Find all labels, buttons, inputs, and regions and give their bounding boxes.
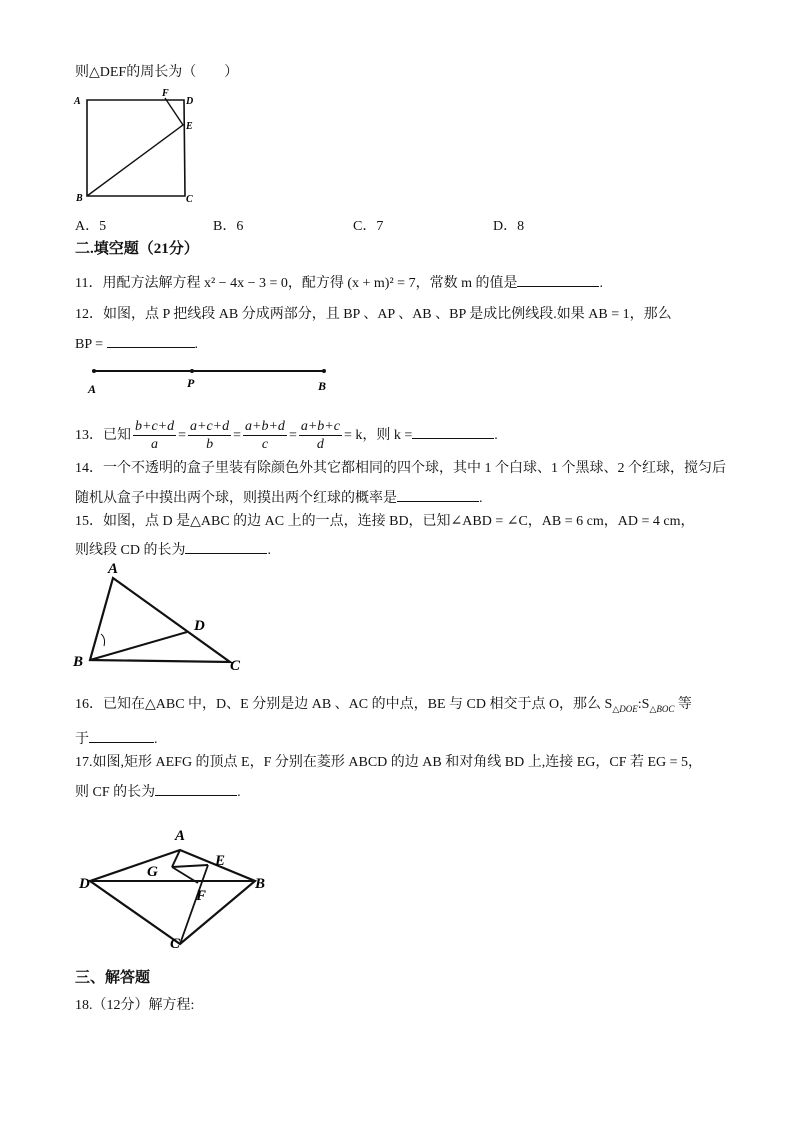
q16-answer-blank[interactable] (89, 728, 154, 743)
q11-text: 11．用配方法解方程 x² − 4x − 3 = 0，配方得 (x + m)² = 7，常数 m 的值是 (75, 276, 518, 291)
period: . (479, 491, 483, 506)
period: . (494, 428, 498, 443)
label-C: C (186, 194, 193, 205)
q10-stem: 则△DEF的周长为（ ） (75, 65, 239, 80)
label-B: B (255, 876, 266, 892)
period: . (267, 543, 271, 558)
option-a: A．5 (75, 219, 107, 234)
label-C: C (230, 658, 241, 674)
period: . (194, 337, 198, 352)
q14-line1: 14．一个不透明的盒子里装有除颜色外其它都相同的四个球，其中 1 个白球、1 个黑球、2 个红球，搅匀后 (75, 461, 726, 476)
label-C: C (170, 936, 181, 950)
fraction: $\frac{a+b+d}{c}$ (245, 419, 285, 453)
q12-figure-segment (80, 362, 340, 396)
section-2-title: 二.填空题（21分） (75, 241, 199, 257)
q17-figure-rhombus (75, 810, 275, 950)
label-F: F (196, 888, 207, 904)
label-A: A (88, 382, 97, 396)
q12-line1: 12．如图，点 P 把线段 AB 分成两部分，且 BP 、AP 、AB 、BP 是成比例线段.如果 AB = 1，那么 (75, 307, 672, 322)
label-G: G (147, 864, 158, 880)
label-D: D (194, 618, 205, 634)
q11 (75, 272, 603, 293)
label-E: E (186, 121, 193, 132)
q14-line2 (75, 487, 483, 508)
q12-answer-blank[interactable] (107, 333, 195, 348)
label-E: E (215, 853, 226, 869)
q13-prefix: 13．已知 (75, 428, 131, 443)
q12-line2 (75, 333, 198, 354)
q18: 18.（12分）解方程: (75, 998, 195, 1013)
q15-figure-triangle (70, 560, 250, 675)
q15-answer-blank[interactable] (185, 539, 267, 554)
label-B: B (76, 193, 83, 204)
q10-figure-square (72, 88, 202, 210)
q17-line2: 则 CF 的长为 . (75, 781, 241, 802)
q15-line2 (75, 539, 271, 560)
fraction: $\frac{a+c+d}{b}$ (190, 419, 230, 453)
q12-bp: BP = (75, 337, 103, 352)
section-3-title: 三、解答题 (75, 970, 151, 986)
q14-answer-blank[interactable] (397, 487, 479, 502)
label-D: D (79, 876, 90, 892)
fraction: $\frac{a+b+c}{d}$ (300, 419, 340, 453)
label-B: B (318, 379, 327, 393)
label-A: A (108, 561, 119, 577)
q14-text: 随机从盒子中摸出两个球，则摸出两个红球的概率是 (75, 491, 397, 506)
label-B: B (73, 654, 84, 670)
q13: 13．已知 $\frac{b+c+d}{a}$ = $\frac{a+c+d}{b}$ = $\frac{a+b+d}{c}$ = $\frac{a+b+c}{d}$ = k，则 k = . (75, 419, 498, 453)
q13-answer-blank[interactable] (412, 424, 494, 439)
q15-text: 则线段 CD 的长为 (75, 543, 186, 558)
label-F: F (162, 88, 169, 99)
q16-line2: 于 . (75, 728, 158, 749)
label-P: P (187, 376, 195, 390)
label-A: A (74, 96, 81, 107)
label-D: D (186, 96, 194, 107)
q11-answer-blank[interactable] (517, 272, 599, 287)
q13-suffix: = k，则 k = (343, 428, 413, 443)
option-c: C．7 (353, 219, 384, 234)
q15-line1: 15．如图，点 D 是△ABC 的边 AC 上的一点，连接 BD，已知∠ABD = ∠C，AB = 6 cm，AD = 4 cm， (75, 514, 695, 529)
option-d: D．8 (493, 219, 525, 234)
option-b: B．6 (213, 219, 244, 234)
label-A: A (175, 828, 186, 844)
fraction: $\frac{b+c+d}{a}$ (135, 419, 175, 453)
q16-line1: 16．已知在△ABC 中，D、E 分别是边 AB 、AC 的中点，BE 与 CD 相交于点 O，那么 $S_{\triangle DOE}:S_{\triangle BOC}$ 等 (75, 697, 692, 714)
period: . (599, 276, 603, 291)
q17-answer-blank[interactable] (155, 781, 237, 796)
q17-line1: 17.如图,矩形 AEFG 的顶点 E，F 分别在菱形 ABCD 的边 AB 和对角线 BD 上,连接 EG，CF 若 EG = 5， (75, 755, 703, 770)
